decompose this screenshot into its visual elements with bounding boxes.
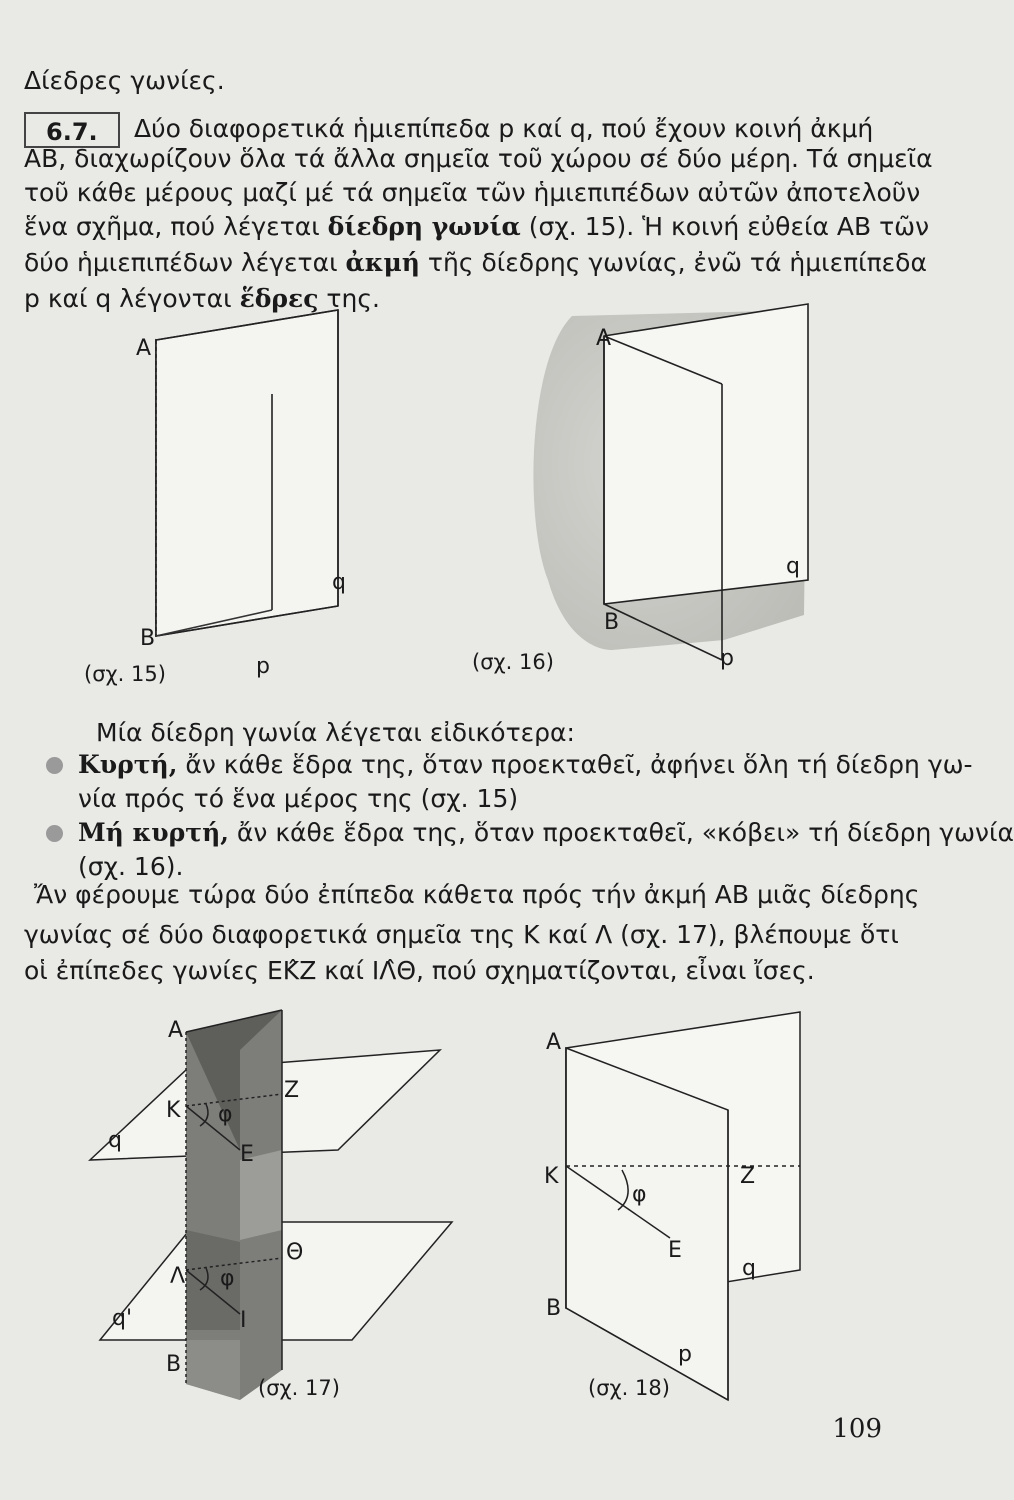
fig16-label-A: A bbox=[596, 326, 612, 351]
para2-line2: γωνίας σέ δύο διαφορετικά σημεῖα της Κ καί Λ (σχ. 17), βλέπουμε ὅτι bbox=[24, 920, 899, 949]
fig17-label-Th: Θ bbox=[286, 1240, 304, 1265]
fig15-label-p: p bbox=[256, 654, 270, 679]
section-heading: Δίεδρες γωνίες. bbox=[24, 66, 225, 95]
fig17-caption: (σχ. 17) bbox=[258, 1376, 340, 1400]
fig16-label-p: p bbox=[720, 646, 734, 671]
figure-16 bbox=[533, 304, 808, 660]
para1-line1: Δύο διαφορετικά ἡμιεπίπεδα p καί q, πού ἔχουν κοινή ἀκμή bbox=[134, 114, 874, 143]
bullet-dot-2 bbox=[46, 825, 63, 842]
para2-line1: Ἄν φέρουμε τώρα δύο ἐπίπεδα κάθετα πρός τήν ἀκμή AB μιᾶς δίεδρης bbox=[34, 880, 920, 909]
intro-line: Μία δίεδρη γωνία λέγεται εἰδικότερα: bbox=[96, 718, 575, 747]
fig17-label-phi2: φ bbox=[220, 1266, 235, 1291]
fig17-label-Z: Z bbox=[284, 1078, 300, 1103]
fig17-label-E: E bbox=[240, 1142, 254, 1167]
figure-15 bbox=[156, 310, 338, 636]
fig15-label-B: B bbox=[140, 626, 156, 651]
fig15-plane-q bbox=[156, 310, 338, 636]
para1-line6-end: της. bbox=[318, 284, 380, 313]
fig17-face-shade-bot bbox=[186, 1340, 240, 1400]
fig18-label-Z: Z bbox=[740, 1164, 756, 1189]
fig17-label-q2: q' bbox=[112, 1306, 133, 1331]
fig17-label-q1: q bbox=[108, 1128, 122, 1153]
para1-line3: τοῦ κάθε μέρους μαζί μέ τά σημεῖα τῶν ἡμιεπιπέδων αὐτῶν ἀποτελοῦν bbox=[24, 178, 921, 207]
term-non-convex: Μή κυρτή, bbox=[78, 818, 229, 847]
fig18-label-p: p bbox=[678, 1342, 692, 1367]
fig16-label-B: B bbox=[604, 610, 620, 635]
para1-line5-end: τῆς δίεδρης γωνίας, ἐνῶ τά ἡμιεπίπεδα bbox=[427, 248, 927, 277]
figure-17 bbox=[90, 1010, 452, 1400]
fig17-label-I: I bbox=[240, 1308, 247, 1333]
fig18-label-A: A bbox=[546, 1030, 562, 1055]
bullet1-cont: νία πρός τό ἕνα μέρος της (σχ. 15) bbox=[78, 784, 519, 813]
fig15-caption: (σχ. 15) bbox=[84, 662, 166, 686]
para1-line6-start: p καί q λέγονται bbox=[24, 284, 240, 313]
para1-line-edres bbox=[24, 286, 380, 311]
fig18-label-B: B bbox=[546, 1296, 562, 1321]
page-number: 109 bbox=[832, 1414, 882, 1444]
fig17-label-B: B bbox=[166, 1352, 182, 1377]
term-edge: ἀκμή bbox=[345, 248, 420, 277]
fig17-label-L: Λ bbox=[170, 1264, 186, 1289]
fig18-caption: (σχ. 18) bbox=[588, 1376, 670, 1400]
bullet2-line bbox=[78, 820, 1014, 845]
fig18-label-q: q bbox=[742, 1256, 756, 1281]
para1-line2: AB, διαχωρίζουν ὅλα τά ἄλλα σημεῖα τοῦ χώρου σέ δύο μέρη. Τά σημεῖα bbox=[24, 144, 933, 173]
fig18-label-phi: φ bbox=[632, 1182, 647, 1207]
para1-line4-start: ἕνα σχῆμα, πού λέγεται bbox=[24, 212, 320, 241]
para1-line4-end: (σχ. 15). Ἡ κοινή εὐθεία AB τῶν bbox=[528, 212, 930, 241]
section-number: 6.7. bbox=[24, 112, 120, 148]
term-dihedral-angle: δίεδρη γωνία bbox=[327, 212, 521, 241]
bullet-dot-1 bbox=[46, 757, 63, 774]
fig16-label-q: q bbox=[786, 554, 800, 579]
para1-line5-start: δύο ἡμιεπιπέδων λέγεται bbox=[24, 248, 338, 277]
bullet2-cont: (σχ. 16). bbox=[78, 852, 184, 881]
fig18-label-E: E bbox=[668, 1238, 682, 1263]
term-convex: Κυρτή, bbox=[78, 750, 178, 779]
fig17-label-K: K bbox=[166, 1098, 181, 1123]
fig17-label-A: A bbox=[168, 1018, 184, 1043]
fig18-plane-p bbox=[566, 1048, 728, 1400]
term-faces: ἕδρες bbox=[239, 284, 319, 313]
fig18-label-K: K bbox=[544, 1164, 559, 1189]
bullet1-text: ἄν κάθε ἕδρα της, ὅταν προεκταθεῖ, ἀφήνει ὅλη τή δίεδρη γω- bbox=[185, 750, 973, 779]
bullet2-text: ἄν κάθε ἕδρα της, ὅταν προεκταθεῖ, «κόβει» τή δίεδρη γωνία bbox=[236, 818, 1014, 847]
fig15-label-q: q bbox=[332, 570, 346, 595]
fig16-caption: (σχ. 16) bbox=[472, 650, 554, 674]
para2-line3: οἱ ἐπίπεδες γωνίες ΕΚ̂Ζ καί ΙΛ̂Θ, πού σχηματίζονται, εἶναι ἴσες. bbox=[24, 956, 815, 985]
bullet1-line bbox=[78, 752, 973, 777]
fig17-label-phi1: φ bbox=[218, 1102, 233, 1127]
fig15-label-A: A bbox=[136, 336, 152, 361]
